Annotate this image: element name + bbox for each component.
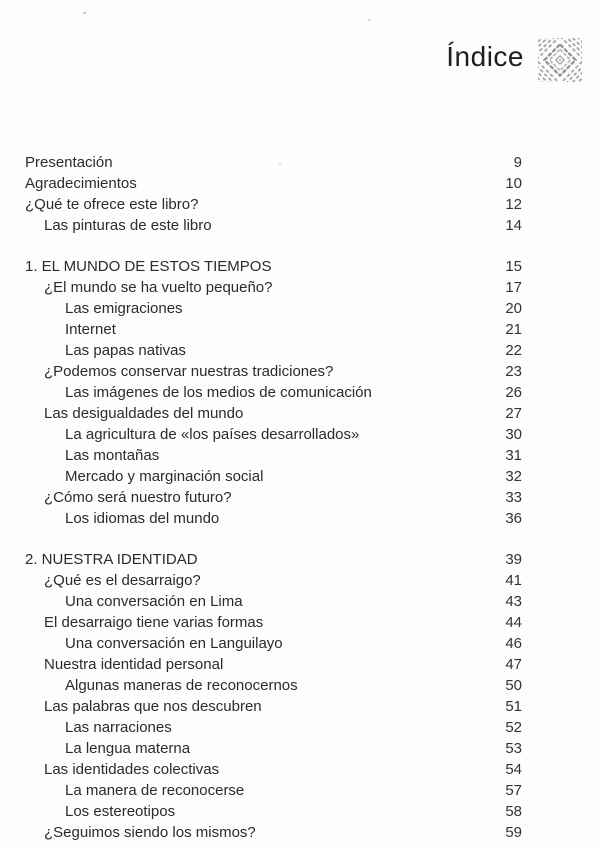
toc-entry-label: Internet [65,321,116,338]
toc-entry [0,654,600,675]
toc-entry-page-number: 31 [505,447,522,464]
toc-entry-label: ¿Qué es el desarraigo? [44,572,201,589]
toc-entry-page-number: 27 [505,405,522,422]
toc-entry [0,612,600,633]
toc-entry [0,361,600,382]
toc-entry [0,466,600,487]
toc-entry [0,194,600,215]
toc-entry-label: 2. NUESTRA IDENTIDAD [25,551,198,568]
toc-entry [0,759,600,780]
toc-entry-label: La manera de reconocerse [65,782,245,799]
andean-textile-diamond-icon [538,36,582,84]
toc-entry [0,591,600,612]
toc-entry-label: Las imágenes de los medios de comunicación [65,384,372,401]
toc-entry [0,508,600,529]
toc-entry-label: ¿Podemos conservar nuestras tradiciones? [44,363,334,380]
toc-entry-page-number: 41 [505,572,522,589]
toc-entry-page-number: 30 [505,426,522,443]
toc-entry-page-number: 39 [505,551,522,568]
toc-list [0,152,600,843]
toc-entry-label: Las emigraciones [65,300,183,317]
toc-entry [0,445,600,466]
toc-entry-page-number: 58 [505,803,522,820]
toc-entry-label: 1. EL MUNDO DE ESTOS TIEMPOS [25,258,272,275]
page-title: Índice [446,41,524,72]
toc-entry-page-number: 23 [505,363,522,380]
toc-entry-label: La lengua materna [65,740,191,757]
toc-entry-label: Los idiomas del mundo [65,510,220,527]
toc-entry-label: Las pinturas de este libro [44,217,212,234]
toc-entry [0,801,600,822]
toc-entry-label: ¿Qué te ofrece este libro? [25,196,199,213]
toc-entry [0,696,600,717]
toc-entry [0,215,600,236]
toc-entry-label: ¿Seguimos siendo los mismos? [44,824,256,841]
scan-speck [368,19,371,21]
toc-entry [0,277,600,298]
toc-entry-label: El desarraigo tiene varias formas [44,614,264,631]
toc-entry-label: Nuestra identidad personal [44,656,224,673]
toc-entry-label: Una conversación en Languilayo [65,635,283,652]
toc-entry-page-number: 12 [505,196,522,213]
toc-entry-page-number: 32 [505,468,522,485]
toc-entry-label: Agradecimientos [25,175,137,192]
scan-speck [83,12,86,14]
toc-entry-page-number: 15 [505,258,522,275]
toc-entry [0,403,600,424]
toc-entry-label: Las papas nativas [65,342,186,359]
toc-entry [0,549,600,570]
toc-entry-page-number: 17 [505,279,522,296]
toc-entry [0,487,600,508]
toc-entry-label: Las identidades colectivas [44,761,220,778]
toc-entry-page-number: 44 [505,614,522,631]
toc-entry [0,152,600,173]
toc-entry-page-number: 43 [505,593,522,610]
toc-entry [0,780,600,801]
toc-entry-label: Las desigualdades del mundo [44,405,244,422]
toc-entry-label: ¿Cómo será nuestro futuro? [44,489,232,506]
toc-entry-page-number: 57 [505,782,522,799]
toc-entry-label: Las narraciones [65,719,172,736]
toc-entry [0,382,600,403]
toc-entry-page-number: 52 [505,719,522,736]
toc-section-front-matter [0,152,600,236]
toc-entry [0,570,600,591]
toc-entry-page-number: 22 [505,342,522,359]
toc-section-chapter-2 [0,549,600,843]
toc-entry-page-number: 54 [505,761,522,778]
toc-entry [0,633,600,654]
toc-entry-page-number: 51 [505,698,522,715]
toc-entry-page-number: 9 [513,154,522,171]
toc-entry-label: Las palabras que nos descubren [44,698,262,715]
toc-entry [0,738,600,759]
toc-section-chapter-1 [0,256,600,529]
toc-entry-page-number: 47 [505,656,522,673]
toc-entry-label: Algunas maneras de reconocernos [65,677,298,694]
toc-entry-page-number: 53 [505,740,522,757]
toc-entry [0,340,600,361]
toc-entry [0,717,600,738]
toc-entry [0,256,600,277]
toc-entry-page-number: 46 [505,635,522,652]
toc-entry-page-number: 33 [505,489,522,506]
toc-entry-label: La agricultura de «los países desarrollados» [65,426,360,443]
toc-entry [0,424,600,445]
toc-entry-label: Mercado y marginación social [65,468,264,485]
toc-entry-label: Una conversación en Lima [65,593,243,610]
toc-entry-page-number: 21 [505,321,522,338]
toc-entry-label: Los estereotipos [65,803,176,820]
toc-entry-page-number: 26 [505,384,522,401]
toc-entry [0,298,600,319]
page-header [446,36,582,84]
toc-entry-label: Las montañas [65,447,160,464]
toc-entry-label: ¿El mundo se ha vuelto pequeño? [44,279,273,296]
toc-entry [0,173,600,194]
toc-entry-page-number: 20 [505,300,522,317]
toc-entry-label: Presentación [25,154,113,171]
toc-entry [0,319,600,340]
toc-entry-page-number: 10 [505,175,522,192]
toc-entry [0,675,600,696]
toc-entry-page-number: 50 [505,677,522,694]
toc-entry-page-number: 14 [505,217,522,234]
toc-entry-page-number: 59 [505,824,522,841]
toc-entry-page-number: 36 [505,510,522,527]
toc-entry [0,822,600,843]
